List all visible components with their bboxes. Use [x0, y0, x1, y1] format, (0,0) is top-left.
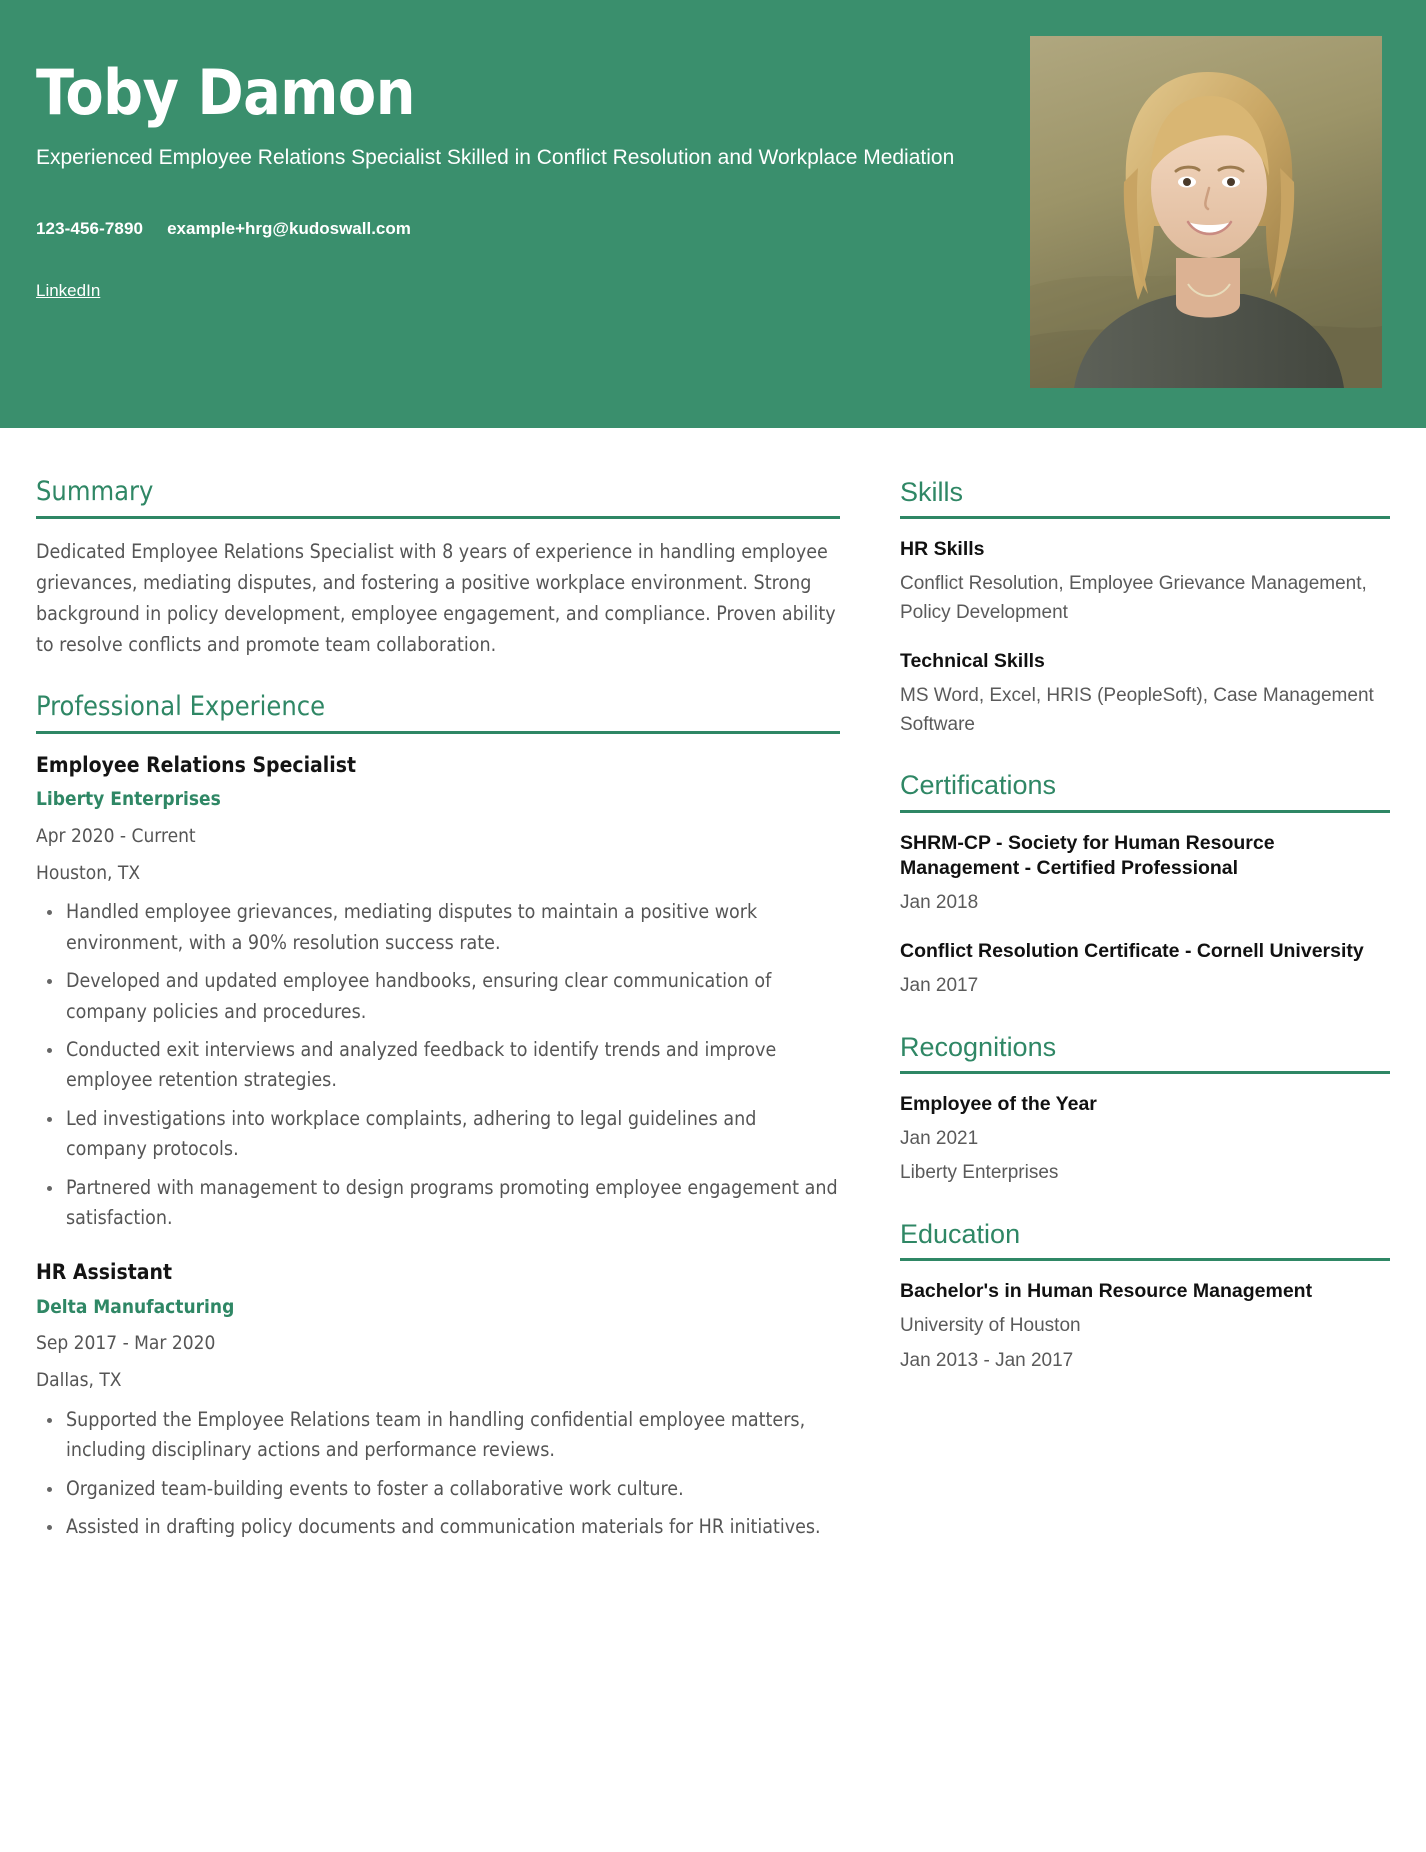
links-row: [36, 281, 996, 301]
job-bullet: Developed and updated employee handbooks, ensuring clear communication of company policies and procedures.: [36, 966, 840, 1027]
job-dates: Apr 2020 - Current: [36, 824, 196, 847]
resume-body: [0, 428, 1426, 1590]
summary-text: Dedicated Employee Relations Specialist with 8 years of experience in handling employee grievances, mediating disputes, and fostering a positive workplace environment. Strong background in policy development, employee engagement, and compliance. Proven ability to resolve conflicts and promote team collaboration.: [36, 540, 836, 656]
section-skills: [900, 476, 1390, 739]
skills-heading: Skills: [900, 477, 964, 507]
job-bullet: Led investigations into workplace complaints, adhering to legal guidelines and company protocols.: [36, 1104, 840, 1165]
main-column: [0, 428, 884, 1550]
job-bullet-list: [36, 897, 840, 1233]
skill-group: [900, 537, 1390, 627]
certification-entry: [900, 939, 1390, 1000]
education-degree: Bachelor's in Human Resource Management: [900, 1280, 1313, 1303]
recognitions-divider: [900, 1071, 1390, 1074]
job-company: Liberty Enterprises: [36, 788, 221, 811]
professional-headline: Experienced Employee Relations Specialist Skilled in Conflict Resolution and Workplace Mediation: [36, 145, 955, 169]
education-dates: Jan 2013 - Jan 2017: [900, 1349, 1074, 1371]
job-bullet: Conducted exit interviews and analyzed feedback to identify trends and improve employee retention strategies.: [36, 1035, 840, 1096]
job-title: HR Assistant: [36, 1260, 173, 1285]
skill-group-value: Conflict Resolution, Employee Grievance Management, Policy Development: [900, 573, 1367, 623]
page-title: Toby Damon: [36, 56, 415, 129]
sidebar-column: [884, 428, 1426, 1550]
experience-divider: [36, 731, 840, 734]
job-dates: Sep 2017 - Mar 2020: [36, 1332, 216, 1355]
job-company: Delta Manufacturing: [36, 1295, 235, 1318]
recognition-issuer: Liberty Enterprises: [900, 1162, 1059, 1184]
skill-group-value: MS Word, Excel, HRIS (PeopleSoft), Case Management Software: [900, 685, 1374, 735]
job-bullet-list: [36, 1405, 840, 1543]
email-address[interactable]: example+hrg@kudoswall.com: [167, 218, 411, 238]
contact-row: [36, 219, 996, 239]
section-recognitions: [900, 1031, 1390, 1188]
linkedin-link[interactable]: LinkedIn: [36, 280, 101, 300]
experience-heading: Professional Experience: [36, 690, 326, 722]
job-bullet: Organized team-building events to foster a collaborative work culture.: [36, 1474, 840, 1504]
education-divider: [900, 1258, 1390, 1261]
skill-group: [900, 649, 1390, 739]
section-summary: [36, 476, 840, 661]
phone-number[interactable]: 123-456-7890: [36, 218, 144, 238]
recognition-entry: [900, 1092, 1390, 1188]
job-bullet: Assisted in drafting policy documents and communication materials for HR initiatives.: [36, 1512, 840, 1542]
job-bullet: Supported the Employee Relations team in handling confidential employee matters, including disciplinary actions and performance reviews.: [36, 1405, 840, 1466]
experience-entry: [36, 752, 840, 1233]
recognition-name: Employee of the Year: [900, 1092, 1097, 1115]
job-location: Dallas, TX: [36, 1369, 122, 1392]
certification-name: SHRM-CP - Society for Human Resource Management - Certified Professional: [900, 831, 1275, 879]
header-text-block: [36, 36, 996, 301]
skill-group-label: HR Skills: [900, 538, 985, 561]
job-bullet: Handled employee grievances, mediating disputes to maintain a positive work environment, with a 90% resolution success rate.: [36, 897, 840, 958]
recognition-date: Jan 2021: [900, 1127, 979, 1149]
recognitions-heading: Recognitions: [900, 1031, 1057, 1062]
skills-divider: [900, 516, 1390, 519]
section-certifications: [900, 769, 1390, 1000]
skill-group-label: Technical Skills: [900, 650, 1045, 673]
job-title: Employee Relations Specialist: [36, 752, 357, 777]
experience-entry: [36, 1259, 840, 1542]
resume-header: [0, 0, 1426, 428]
avatar: [1030, 36, 1382, 388]
summary-heading: Summary: [36, 476, 154, 507]
section-experience: [36, 691, 840, 1543]
education-heading: Education: [900, 1218, 1021, 1249]
certification-name: Conflict Resolution Certificate - Cornell University: [900, 940, 1364, 963]
summary-divider: [36, 516, 840, 519]
job-bullet: Partnered with management to design programs promoting employee engagement and satisfaction.: [36, 1173, 840, 1234]
headshot-photo-icon: [1030, 36, 1382, 388]
certifications-divider: [900, 810, 1390, 813]
certification-entry: [900, 831, 1390, 917]
certification-date: Jan 2018: [900, 891, 979, 913]
job-location: Houston, TX: [36, 861, 141, 884]
education-entry: [900, 1279, 1390, 1375]
certification-date: Jan 2017: [900, 975, 979, 997]
certifications-heading: Certifications: [900, 770, 1057, 801]
education-school: University of Houston: [900, 1315, 1081, 1337]
section-education: [900, 1218, 1390, 1375]
